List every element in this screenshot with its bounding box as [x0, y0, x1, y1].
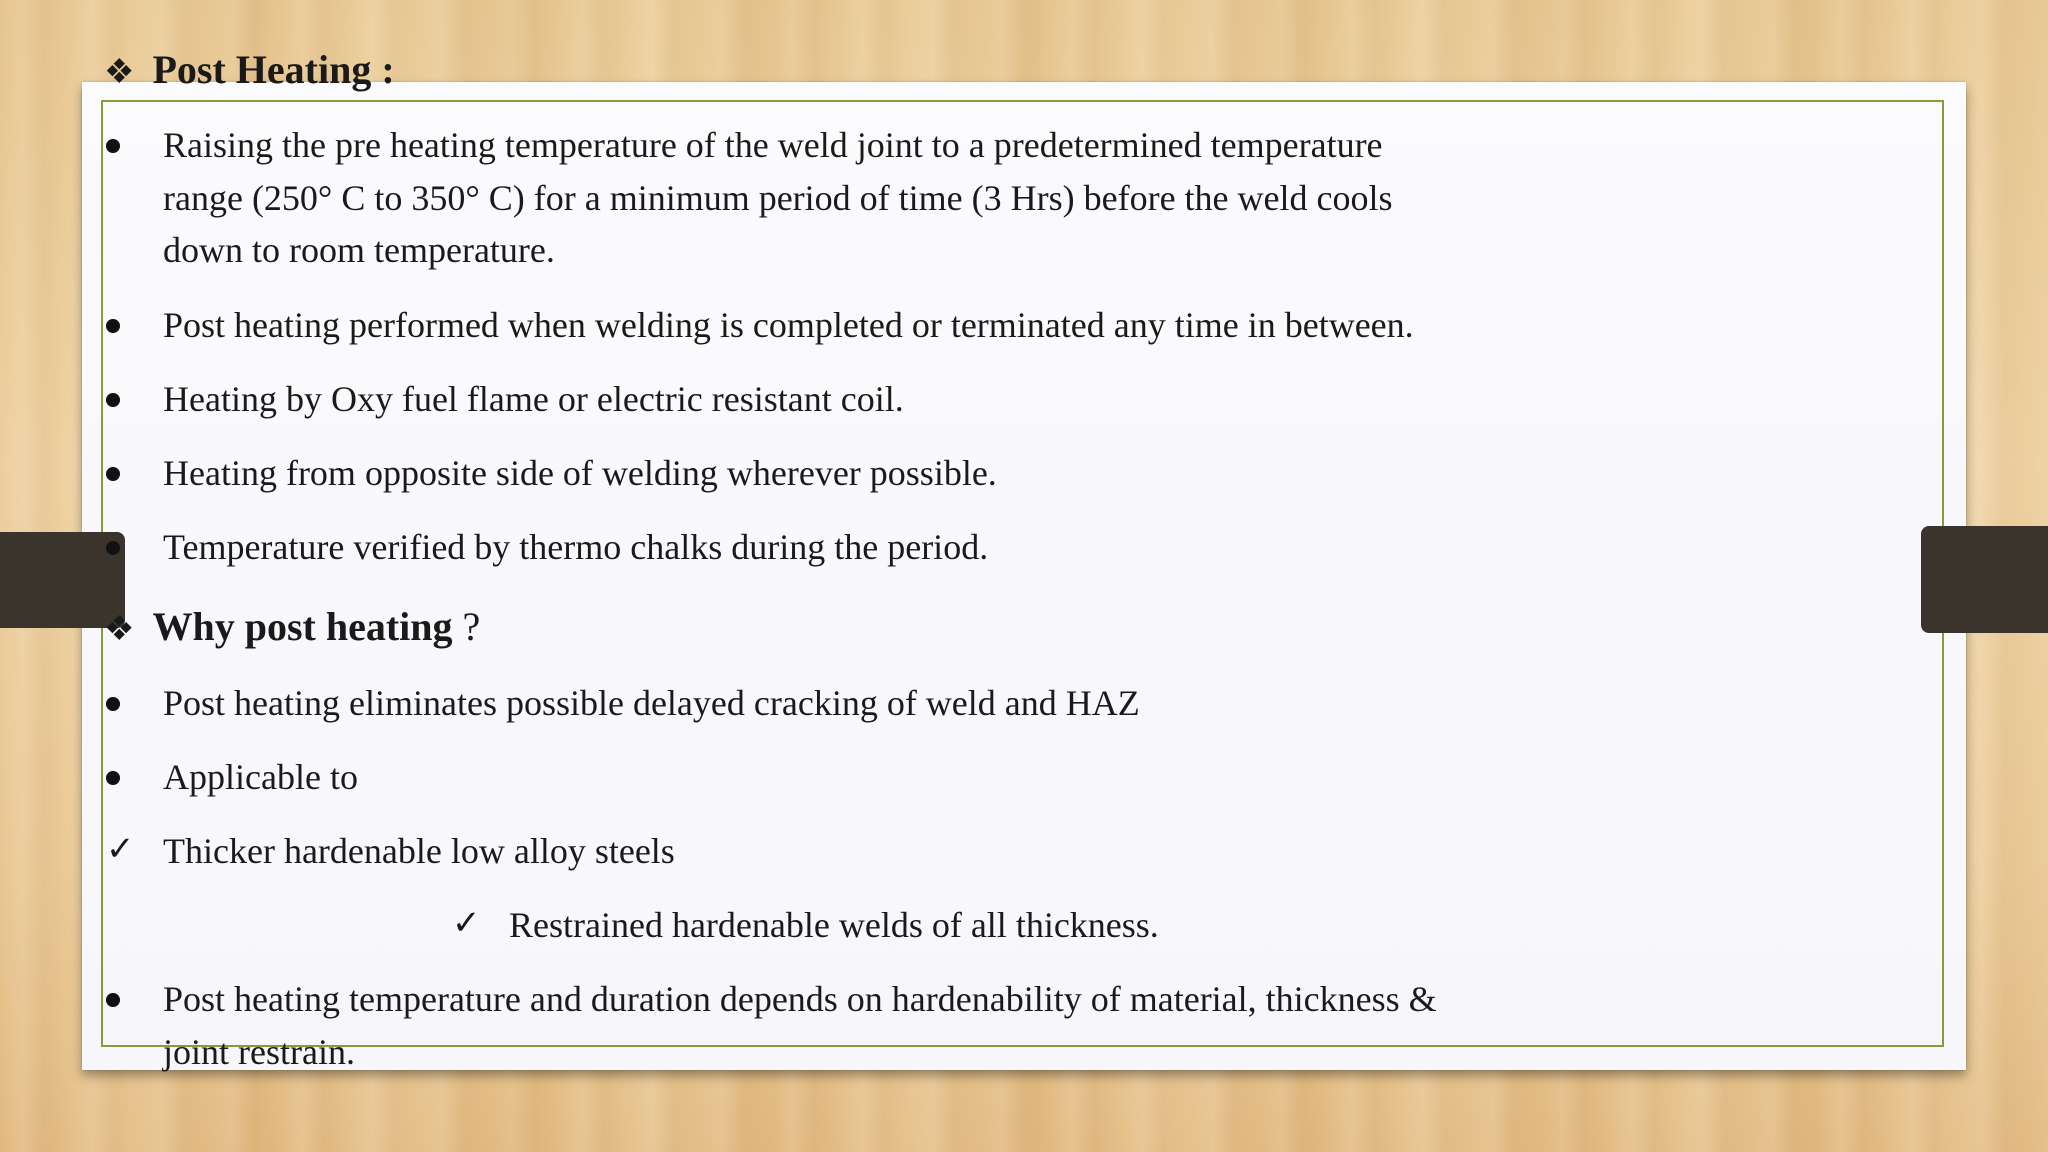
heading-suffix: ? [452, 604, 481, 649]
section-heading-post-heating [104, 47, 395, 92]
heading-text: Why post heating [152, 604, 453, 649]
heading-text: Post Heating : [152, 47, 395, 92]
bullet-icon [106, 467, 120, 481]
checkmark-icon: ✓ [106, 831, 135, 868]
list-item-line: Post heating temperature and duration depends on hardenability of material, thickness & [163, 979, 1437, 1019]
diamond-bullet-icon: ❖ [104, 54, 135, 91]
list-item-line: Applicable to [163, 757, 358, 797]
list-item-line: range (250° C to 350° C) for a minimum period of time (3 Hrs) before the weld cools [163, 178, 1393, 218]
diamond-bullet-icon: ❖ [104, 611, 135, 648]
bullet-icon [106, 139, 120, 153]
section-heading-why-post-heating [104, 604, 481, 649]
bullet-icon [106, 541, 120, 555]
bullet-icon [106, 993, 120, 1007]
list-item-line: Post heating eliminates possible delayed cracking of weld and HAZ [163, 683, 1140, 723]
bullet-icon [106, 319, 120, 333]
bullet-icon [106, 697, 120, 711]
list-item-line: Heating from opposite side of welding wherever possible. [163, 453, 997, 493]
list-item-line: Post heating performed when welding is completed or terminated any time in between. [163, 305, 1414, 345]
list-item-line: joint restrain. [163, 1032, 355, 1072]
list-item-line: down to room temperature. [163, 230, 555, 270]
bullet-icon [106, 771, 120, 785]
list-item-line: Thicker hardenable low alloy steels [163, 831, 675, 871]
list-item-line: Temperature verified by thermo chalks during the period. [163, 527, 989, 567]
checkmark-icon: ✓ [452, 905, 481, 942]
list-item-line: Restrained hardenable welds of all thickness. [509, 905, 1159, 945]
bullet-icon [106, 393, 120, 407]
list-item-line: Raising the pre heating temperature of the weld joint to a predetermined temperature [163, 125, 1383, 165]
list-item-line: Heating by Oxy fuel flame or electric resistant coil. [163, 379, 904, 419]
